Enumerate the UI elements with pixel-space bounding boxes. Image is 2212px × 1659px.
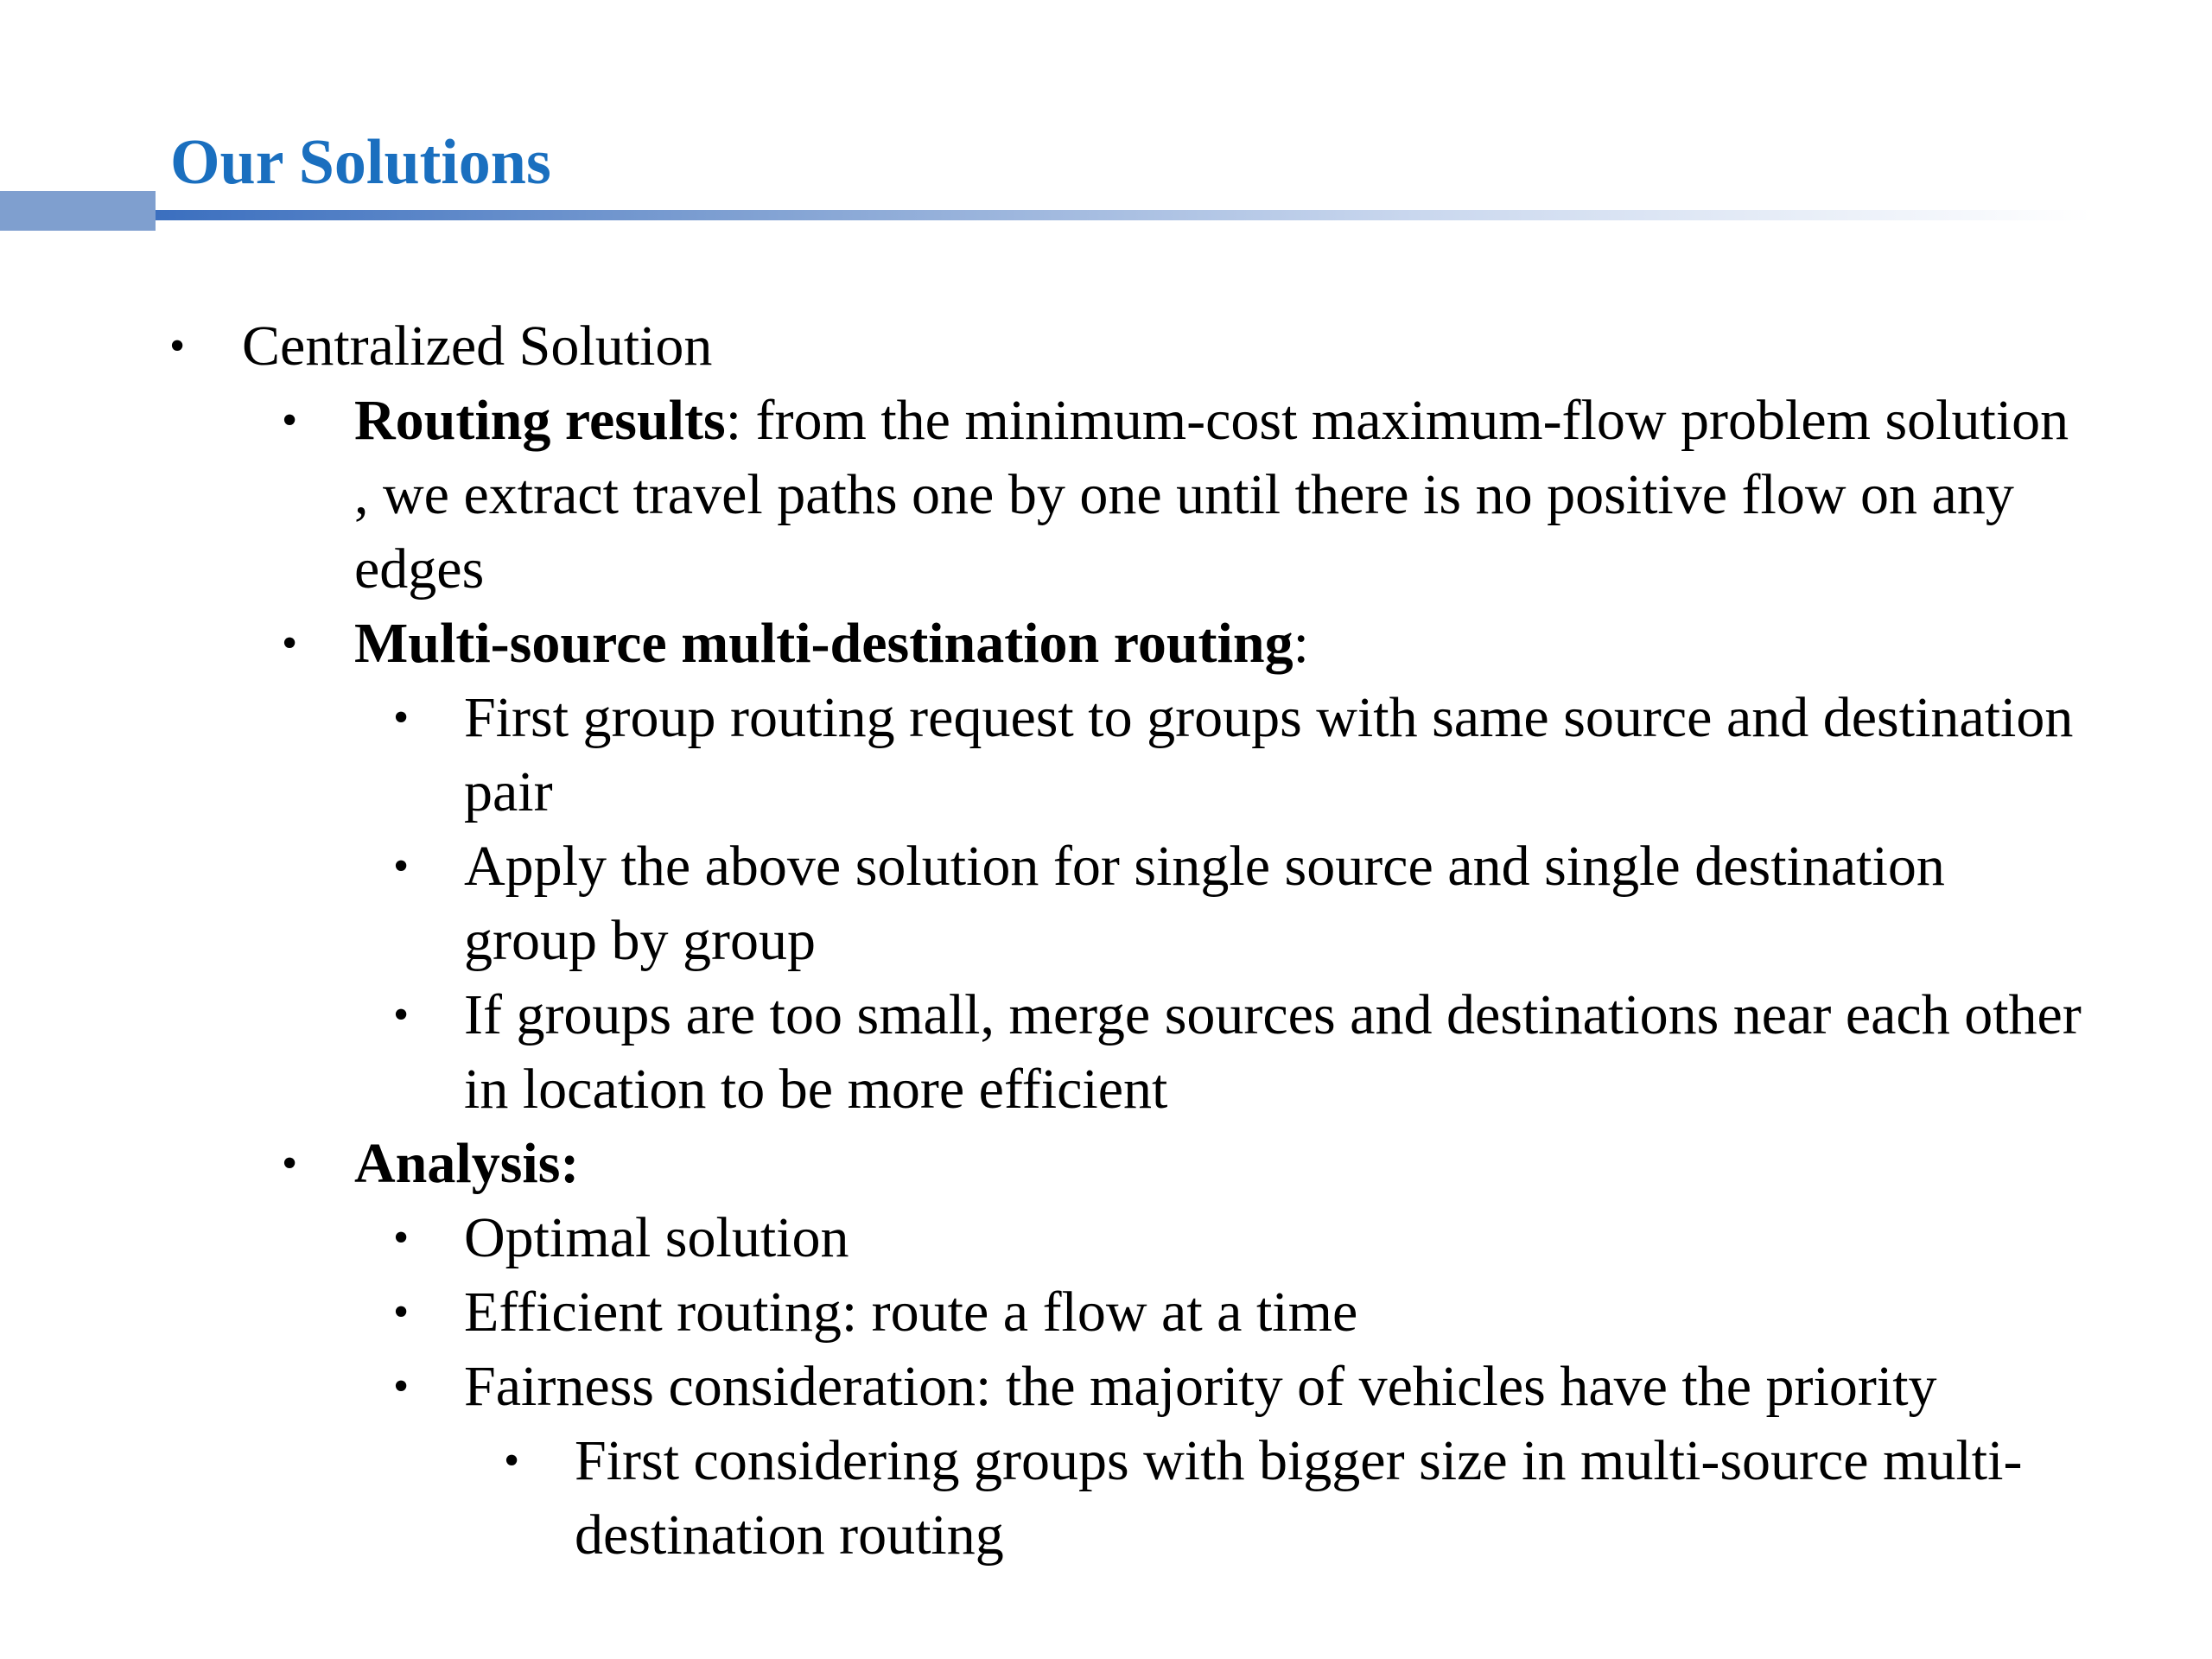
bullet-list-level-4: [0, 1424, 2212, 1573]
bullet-list-level-3-analysis: [0, 1201, 2212, 1424]
bullet-marker: •: [393, 693, 410, 742]
bullet-marker: •: [393, 1362, 410, 1411]
bullet-label: Analysis:: [354, 1132, 580, 1195]
bullet-list-level-2: [0, 384, 2212, 681]
bullet-separator: :: [1293, 612, 1309, 675]
bullet-optimal-solution: [0, 1201, 2088, 1275]
bullet-group-routing-request: [0, 681, 2088, 830]
title-underline-bar: [156, 210, 2091, 220]
bullet-efficient-routing: [0, 1275, 2088, 1350]
bullet-multi-source-routing: [0, 607, 2082, 681]
bullet-list-level-3: [0, 681, 2212, 1127]
bullet-text: Optimal solution: [464, 1206, 849, 1269]
bullet-text: from the minimum-cost maximum-flow problem solution , we extract travel paths one by one until there is no positive flow on any edges: [354, 389, 2069, 601]
bullet-text: First group routing request to groups with same source and destination pair: [464, 686, 2074, 823]
slide-body: [0, 309, 2212, 1573]
bullet-label: Multi-source multi-destination routing: [354, 612, 1294, 675]
bullet-text: Fairness consideration: the majority of vehicles have the priority: [464, 1355, 1937, 1418]
bullet-routing-results: [0, 384, 2082, 607]
bullet-merge-small-groups: [0, 978, 2088, 1127]
bullet-analysis: [0, 1127, 2082, 1201]
bullet-bigger-groups-first: [0, 1424, 2044, 1573]
bullet-marker: •: [504, 1436, 520, 1485]
bullet-separator: :: [725, 389, 742, 452]
bullet-text: Centralized Solution: [242, 315, 713, 378]
bullet-marker: •: [282, 396, 298, 445]
bullet-label: Routing results: [354, 389, 726, 452]
bullet-text: Efficient routing: route a flow at a time: [464, 1281, 1358, 1344]
bullet-marker: •: [393, 990, 410, 1039]
bullet-apply-solution: [0, 830, 2088, 978]
bullet-text: Apply the above solution for single source and single destination group by group: [464, 835, 1945, 972]
bullet-list-level-2-analysis: [0, 1127, 2212, 1201]
bullet-text: First considering groups with bigger size in multi-source multi-destination routing: [575, 1429, 2023, 1567]
bullet-text: If groups are too small, merge sources and destinations near each other in location to be more efficient: [464, 983, 2082, 1121]
bullet-list-level-1: [0, 309, 2212, 384]
bullet-marker: •: [393, 1213, 410, 1262]
bullet-marker: •: [393, 842, 410, 891]
bullet-centralized-solution: [0, 309, 2212, 384]
bullet-marker: •: [169, 321, 186, 371]
bullet-marker: •: [282, 1139, 298, 1188]
bullet-marker: •: [393, 1287, 410, 1337]
title-accent-block: [0, 191, 156, 231]
bullet-fairness-consideration: [0, 1350, 2088, 1424]
slide-title: Our Solutions: [170, 127, 551, 198]
bullet-marker: •: [282, 619, 298, 668]
